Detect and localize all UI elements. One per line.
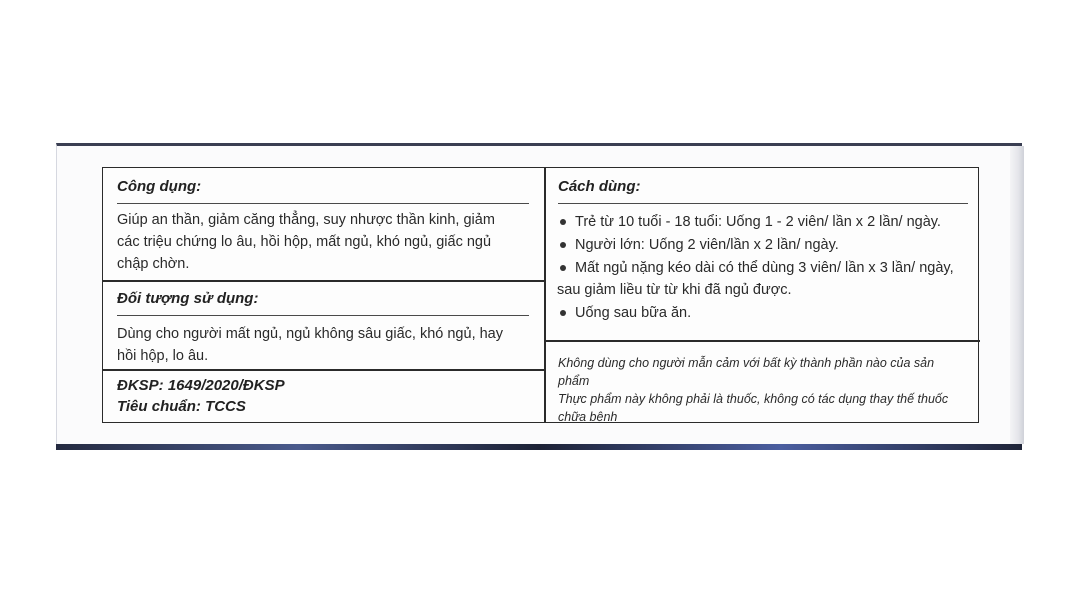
uses-text [117, 209, 537, 275]
box-edge [1010, 146, 1024, 444]
warning-text [558, 354, 968, 426]
column-divider [544, 168, 546, 422]
uses-line: chập chờn. [117, 256, 190, 272]
usage-heading: Cách dùng: [558, 178, 641, 195]
usage-item [558, 257, 968, 279]
target-line: hồi hộp, lo âu. [117, 348, 209, 364]
section-divider [103, 280, 544, 282]
usage-list [558, 211, 968, 325]
section-divider [544, 340, 980, 342]
uses-line: Giúp an thần, giảm căng thẳng, suy nhược thần kinh, giảm [117, 212, 495, 228]
warning-line: Thực phẩm này không phải là thuốc, không có tác dụng thay thế thuốc [558, 392, 949, 406]
uses-heading: Công dụng: [117, 178, 202, 195]
uses-underline [117, 203, 529, 204]
usage-item: Uống sau bữa ăn. [558, 302, 968, 324]
usage-item: Người lớn: Uống 2 viên/lần x 2 lần/ ngày. [558, 234, 968, 256]
warning-line: Không dùng cho người mẫn cảm với bất kỳ thành phần nào của sản phẩm [558, 356, 935, 388]
target-heading: Đối tượng sử dụng: [117, 290, 259, 307]
target-text [117, 323, 537, 367]
usage-continuation: sau giảm liều từ từ khi đã ngủ được. [557, 282, 792, 298]
standard: Tiêu chuẩn: TCCS [117, 398, 246, 415]
section-divider [103, 369, 544, 371]
usage-item: Trẻ từ 10 tuổi - 18 tuổi: Uống 1 - 2 viên/ lần x 2 lần/ ngày. [558, 211, 968, 233]
uses-line: các triệu chứng lo âu, hồi hộp, mất ngủ, khó ngủ, giấc ngủ [117, 234, 492, 250]
usage-item-text: Mất ngủ nặng kéo dài có thể dùng 3 viên/ lần x 3 lần/ ngày, [575, 260, 954, 276]
warning-line: chữa bệnh [558, 410, 618, 424]
target-underline [117, 315, 529, 316]
registration-number: ĐKSP: 1649/2020/ĐKSP [117, 377, 285, 394]
box-bottom-shade [56, 444, 1022, 450]
target-line: Dùng cho người mất ngủ, ngủ không sâu giấc, khó ngủ, hay [117, 326, 503, 342]
usage-underline [558, 203, 968, 204]
